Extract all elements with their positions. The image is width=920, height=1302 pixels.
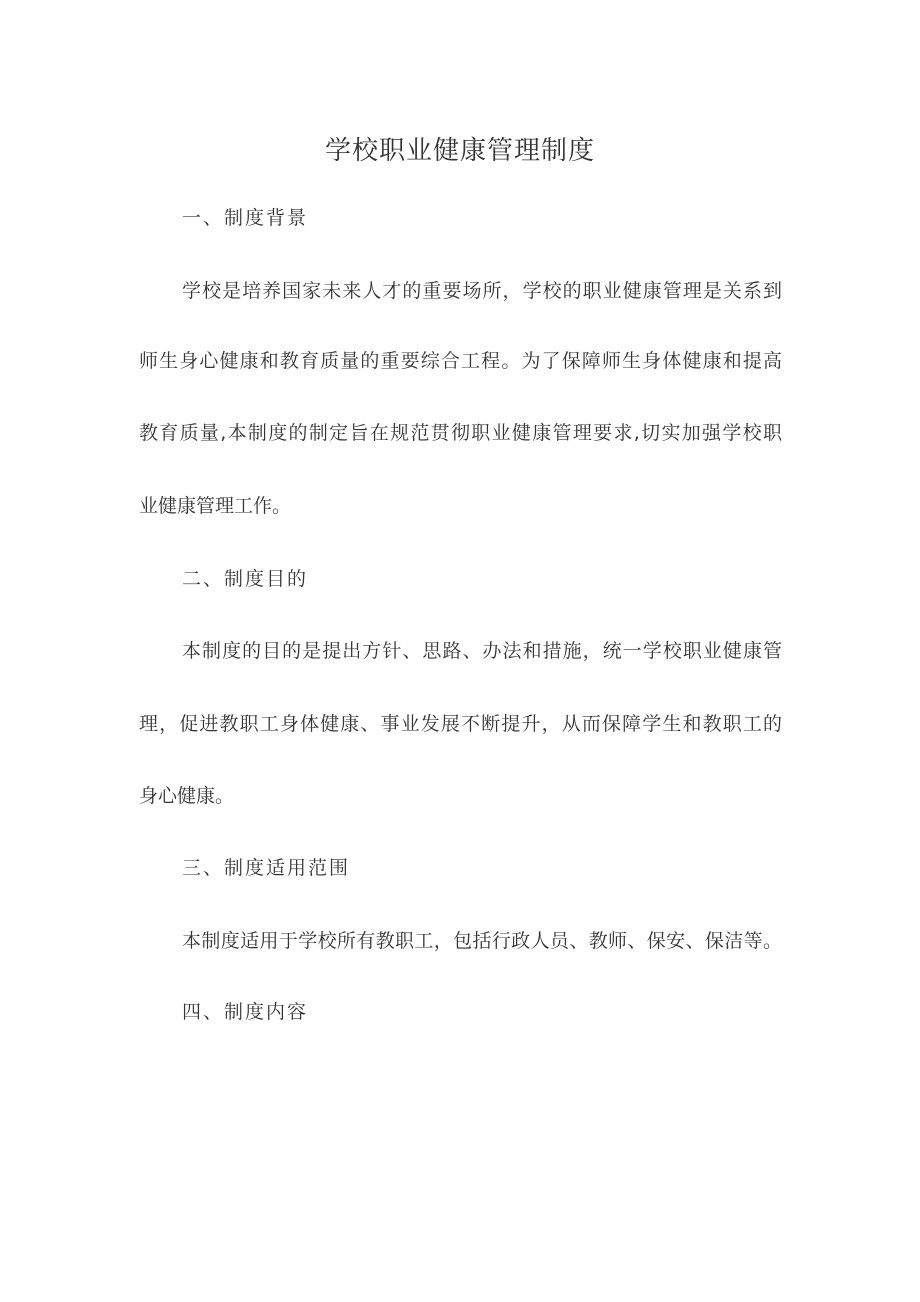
paragraph-line: 理，促进教职工身体健康、事业发展不断提升，从而保障学生和教职工的	[139, 713, 782, 735]
document-title: 学校职业健康管理制度	[324, 136, 595, 166]
paragraph-line: 身心健康。	[139, 785, 235, 807]
section-heading-content: 四、制度内容	[182, 1001, 309, 1023]
paragraph-line: 本制度适用于学校所有教职工，包括行政人员、教师、保安、保洁等。	[182, 930, 782, 952]
section-heading-background: 一、制度背景	[182, 207, 309, 229]
paragraph-line: 教育质量,本制度的制定旨在规范贯彻职业健康管理要求,切实加强学校职	[139, 422, 782, 444]
paragraph-line: 学校是培养国家未来人才的重要场所，学校的职业健康管理是关系到	[182, 280, 782, 302]
paragraph-line: 师生身心健康和教育质量的重要综合工程。为了保障师生身体健康和提高	[139, 350, 782, 372]
paragraph-line: 业健康管理工作。	[139, 495, 292, 517]
section-heading-purpose: 二、制度目的	[182, 568, 309, 590]
paragraph-line: 本制度的目的是提出方针、思路、办法和措施，统一学校职业健康管	[182, 640, 782, 662]
section-heading-scope: 三、制度适用范围	[182, 857, 351, 879]
